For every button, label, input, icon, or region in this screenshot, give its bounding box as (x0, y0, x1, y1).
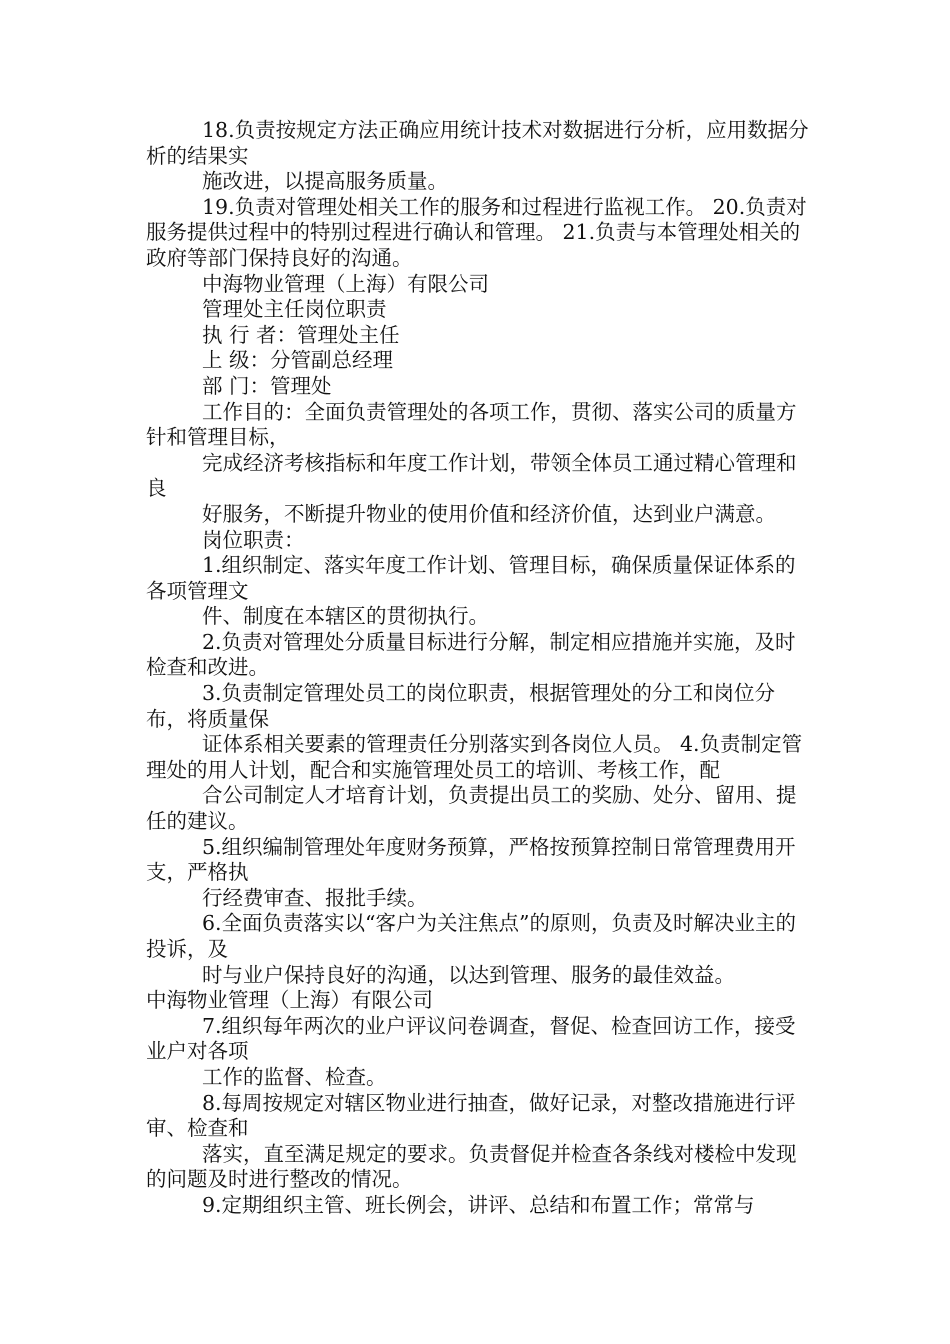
paragraph-line: 完成经济考核指标和年度工作计划，带领全体员工通过精心管理和良 (146, 450, 797, 501)
paragraph-line: 落实，直至满足规定的要求。负责督促并检查各条线对楼检中发现的问题及时进行整改的情况。 (146, 1141, 797, 1192)
paragraph-line: 2.负责对管理处分质量目标进行分解，制定相应措施并实施，及时检查和改进。 (146, 629, 796, 680)
section-title: 管理处主任岗位职责 (202, 297, 387, 322)
company-name: 中海物业管理（上海）有限公司 (146, 988, 433, 1013)
paragraph-line: 施改进，以提高服务质量。 (202, 169, 448, 194)
paragraph-line: 1.组织制定、落实年度工作计划、管理目标，确保质量保证体系的各项管理文 (146, 553, 796, 603)
paragraph-line: 19.负责对管理处相关工作的服务和过程进行监视工作。 20.负责对服务提供过程中的特别过程进行确认和管理。 21.负责与本管理处相关的政府等部门保持良好的沟通。 (146, 194, 807, 270)
field-superior: 上 级：分管副总经理 (202, 348, 394, 373)
field-department: 部 门：管理处 (202, 373, 332, 398)
paragraph-line: 行经费审查、报批手续。 (202, 885, 428, 910)
subheading: 岗位职责： (202, 527, 305, 552)
paragraph-line: 时与业户保持良好的沟通，以达到管理、服务的最佳效益。 (202, 962, 735, 987)
paragraph-line: 好服务，不断提升物业的使用价值和经济价值，达到业户满意。 (202, 501, 776, 526)
paragraph-line: 6.全面负责落实以“客户为关注焦点”的原则，负责及时解决业主的投诉，及 (146, 911, 797, 961)
paragraph-line: 工作目的：全面负责管理处的各项工作，贯彻、落实公司的质量方针和管理目标， (146, 399, 797, 450)
paragraph-line: 证体系相关要素的管理责任分别落实到各岗位人员。 4.负责制定管理处的用人计划，配合和实施管理处员工的培训、考核工作，配 (146, 732, 803, 782)
paragraph-line: 5.组织编制管理处年度财务预算，严格按预算控制日常管理费用开支，严格执 (146, 834, 796, 885)
paragraph-line: 3.负责制定管理处员工的岗位职责，根据管理处的分工和岗位分布，将质量保 (146, 681, 776, 731)
paragraph-line: 工作的监督、检查。 (202, 1064, 387, 1089)
document-body (146, 118, 810, 1219)
paragraph-line: 7.组织每年两次的业户评议问卷调查，督促、检查回访工作，接受业户对各项 (146, 1013, 796, 1064)
paragraph-line: 件、制度在本辖区的贯彻执行。 (202, 604, 489, 629)
paragraph-line: 8.每周按规定对辖区物业进行抽查，做好记录，对整改措施进行评审、检查和 (146, 1090, 796, 1141)
company-name: 中海物业管理（上海）有限公司 (202, 271, 489, 296)
field-executor: 执 行 者：管理处主任 (202, 322, 400, 347)
paragraph-line: 18.负责按规定方法正确应用统计技术对数据进行分析，应用数据分析的结果实 (146, 118, 809, 168)
paragraph-line: 9.定期组织主管、班长例会，讲评、总结和布置工作；常常与 (202, 1192, 755, 1217)
paragraph-line: 合公司制定人才培育计划，负责提出员工的奖励、处分、留用、提任的建议。 (146, 783, 797, 834)
